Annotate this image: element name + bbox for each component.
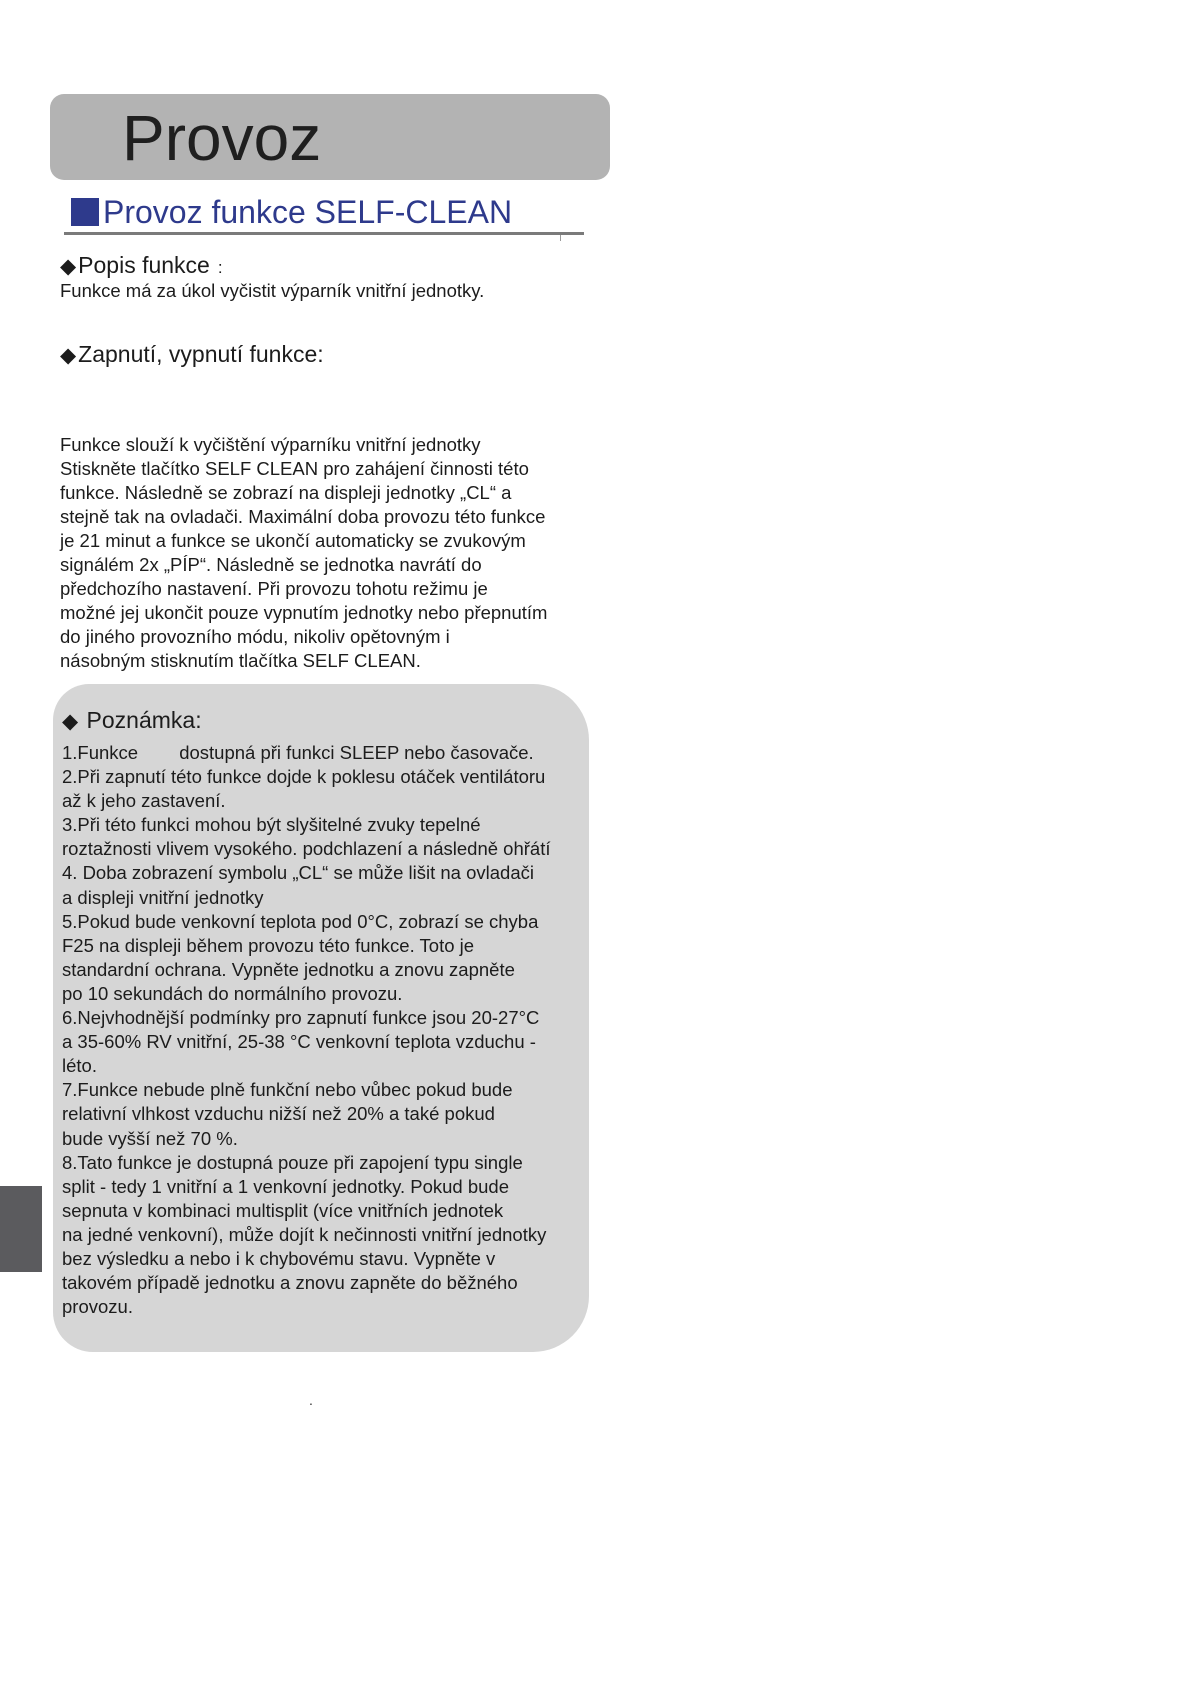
paragraph-line: signálém 2x „PÍP“. Následně se jednotka navrátí do: [60, 554, 482, 575]
popis-text-block: [60, 279, 600, 303]
section-heading: [71, 192, 512, 232]
footer-dot: .: [309, 1392, 313, 1408]
note-line: 7.Funkce nebude plně funkční nebo vůbec pokud bude: [62, 1079, 513, 1101]
note-line: na jedné venkovní), může dojít k nečinnosti vnitřní jednotky: [62, 1223, 547, 1245]
paragraph-line: předchozího nastavení. Při provozu tohotu režimu je: [60, 578, 488, 599]
note-line: 8.Tato funkce je dostupná pouze při zapojení typu single: [62, 1151, 523, 1173]
section-title: Provoz funkce SELF-CLEAN: [103, 194, 513, 230]
note-line: bude vyšší než 70 %.: [62, 1127, 238, 1149]
paragraph-line: funkce. Následně se zobrazí na displeji jednotky „CL“ a: [60, 482, 512, 503]
note-line: 1.Funkce dostupná při funkci SLEEP nebo časovače.: [62, 742, 534, 763]
popis-heading-text: Popis funkce: [78, 252, 210, 278]
popis-text: Funkce má za úkol vyčistit výparník vnitřní jednotky.: [60, 280, 485, 301]
note-line: provozu.: [62, 1296, 133, 1318]
paragraph-line: možné jej ukončit pouze vypnutím jednotky nebo přepnutím: [60, 602, 548, 623]
paragraph-line: Funkce slouží k vyčištění výparníku vnitřní jednotky: [60, 434, 481, 455]
note-line: až k jeho zastavení.: [62, 790, 226, 812]
note-line: 6.Nejvhodnější podmínky pro zapnutí funkce jsou 20-27°C: [62, 1007, 540, 1029]
note-line: F25 na displeji během provozu této funkce. Toto je: [62, 934, 475, 956]
section-square-icon: [71, 198, 99, 226]
note-line: relativní vlhkost vzduchu nižší než 20% a také pokud: [62, 1103, 495, 1125]
note-line: takovém případě jednotku a znovu zapněte do běžného: [62, 1272, 518, 1294]
note-heading: [62, 705, 202, 737]
paragraph-line: je 21 minut a funkce se ukončí automaticky se zvukovým: [60, 530, 526, 551]
note-line: a displeji vnitřní jednotky: [62, 886, 264, 908]
paragraph-line: stejně tak na ovladači. Maximální doba provozu této funkce: [60, 506, 546, 527]
note-heading-text: Poznámka:: [86, 707, 202, 733]
paragraph-line: do jiného provozního módu, nikoliv opětovným i: [60, 626, 450, 647]
paragraph-line: násobným stisknutím tlačítka SELF CLEAN.: [60, 650, 421, 671]
note-line: split - tedy 1 vnitřní a 1 venkovní jednotky. Pokud bude: [62, 1175, 509, 1197]
page-title: Provoz: [122, 102, 322, 174]
zapnuti-heading: [60, 339, 324, 371]
note-line: 5.Pokud bude venkovní teplota pod 0°C, zobrazí se chyba: [62, 910, 539, 932]
note-line: sepnuta v kombinaci multisplit (více vnitřních jednotek: [62, 1199, 504, 1221]
note-line: 2.Při zapnutí této funkce dojde k poklesu otáček ventilátoru: [62, 766, 546, 788]
note-list: [62, 741, 602, 1319]
header-bar: [50, 94, 610, 180]
note-line: a 35-60% RV vnitřní, 25-38 °C venkovní teplota vzduchu -: [62, 1031, 536, 1053]
divider-tick: [560, 235, 561, 241]
paragraph-line: Stiskněte tlačítko SELF CLEAN pro zahájení činnosti této: [60, 458, 529, 479]
section-divider: [64, 232, 584, 235]
diamond-bullet-icon: ◆: [60, 344, 77, 367]
zapnuti-heading-text: Zapnutí, vypnutí funkce:: [78, 341, 324, 367]
note-line: 3.Při této funkci mohou být slyšitelné zvuky tepelné: [62, 814, 481, 836]
note-line: standardní ochrana. Vypněte jednotku a znovu zapněte: [62, 958, 515, 980]
note-line: 4. Doba zobrazení symbolu „CL“ se může lišit na ovladači: [62, 862, 534, 884]
note-line: bez výsledku a nebo i k chybovému stavu. Vypněte v: [62, 1247, 496, 1269]
note-line: roztažnosti vlivem vysokého. podchlazení a následně ohřátí: [62, 838, 551, 860]
note-line: léto.: [62, 1055, 97, 1077]
diamond-bullet-icon: ◆: [60, 255, 77, 278]
popis-colon: :: [217, 258, 223, 277]
note-line: po 10 sekundách do normálního provozu.: [62, 982, 403, 1004]
zapnuti-paragraph: [60, 433, 600, 673]
diamond-bullet-icon: ◆: [62, 710, 79, 733]
side-tab: [0, 1186, 42, 1272]
